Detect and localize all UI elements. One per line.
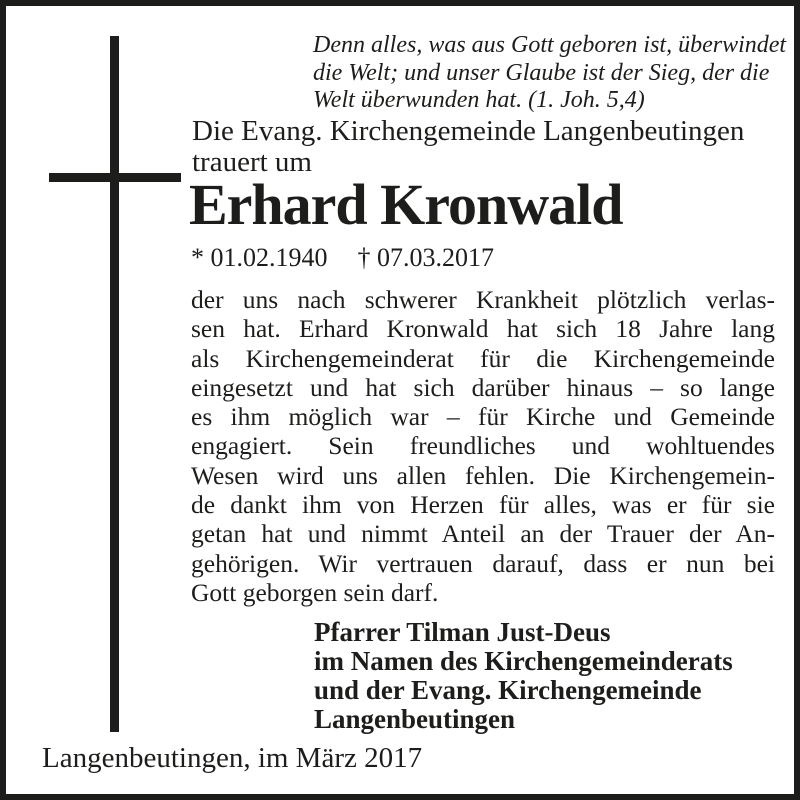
quote-line: Denn alles, was aus Gott geboren ist, überwindet xyxy=(313,32,787,58)
deceased-name: Erhard Kronwald xyxy=(189,172,623,237)
quote-line: Welt überwunden hat. (1. Joh. 5,4) xyxy=(313,87,645,113)
signature-line: im Namen des Kirchengemeinderats xyxy=(314,646,733,676)
cross-horizontal-bar xyxy=(49,173,181,182)
birth-date: * 01.02.1940 xyxy=(191,243,328,272)
intro-text xyxy=(192,116,744,178)
scripture-quote xyxy=(313,32,786,115)
signature-line: Pfarrer Tilman Just-Deus xyxy=(314,617,611,647)
cross-vertical-bar xyxy=(110,36,119,732)
body-line: getan hat und nimmt Anteil an der Trauer der An- xyxy=(191,519,775,549)
life-dates xyxy=(191,244,494,272)
signature-block xyxy=(314,618,733,734)
body-line: engagiert. Sein freundliches und wohltuendes xyxy=(191,431,775,461)
body-line: Gott geborgen sein darf. xyxy=(191,577,439,607)
body-line: gehörigen. Wir vertrauen darauf, dass er nun bei xyxy=(191,548,775,578)
death-date: † 07.03.2017 xyxy=(357,243,494,272)
body-line: sen hat. Erhard Kronwald hat sich 18 Jahre lang xyxy=(191,314,775,344)
signature-line: und der Evang. Kirchengemeinde xyxy=(314,675,702,705)
intro-line: trauert um xyxy=(192,146,312,178)
body-line: Wesen wird uns allen fehlen. Die Kirchengemein- xyxy=(191,460,775,490)
intro-line: Die Evang. Kirchengemeinde Langenbeutingen xyxy=(192,115,745,147)
body-line: der uns nach schwerer Krankheit plötzlich verlas- xyxy=(191,285,775,314)
obituary-body xyxy=(191,285,775,607)
place-dateline: Langenbeutingen, im März 2017 xyxy=(42,742,423,774)
body-line: de dankt ihm von Herzen für alles, was er für sie xyxy=(191,490,775,520)
body-line: es ihm möglich war – für Kirche und Gemeinde xyxy=(191,402,775,432)
body-line: eingesetzt und hat sich darüber hinaus – so lange xyxy=(191,372,775,402)
body-line: als Kirchengemeinderat für die Kirchengemeinde xyxy=(191,343,775,373)
signature-line: Langenbeutingen xyxy=(314,704,516,734)
quote-line: die Welt; und unser Glaube ist der Sieg, der die xyxy=(313,59,770,86)
